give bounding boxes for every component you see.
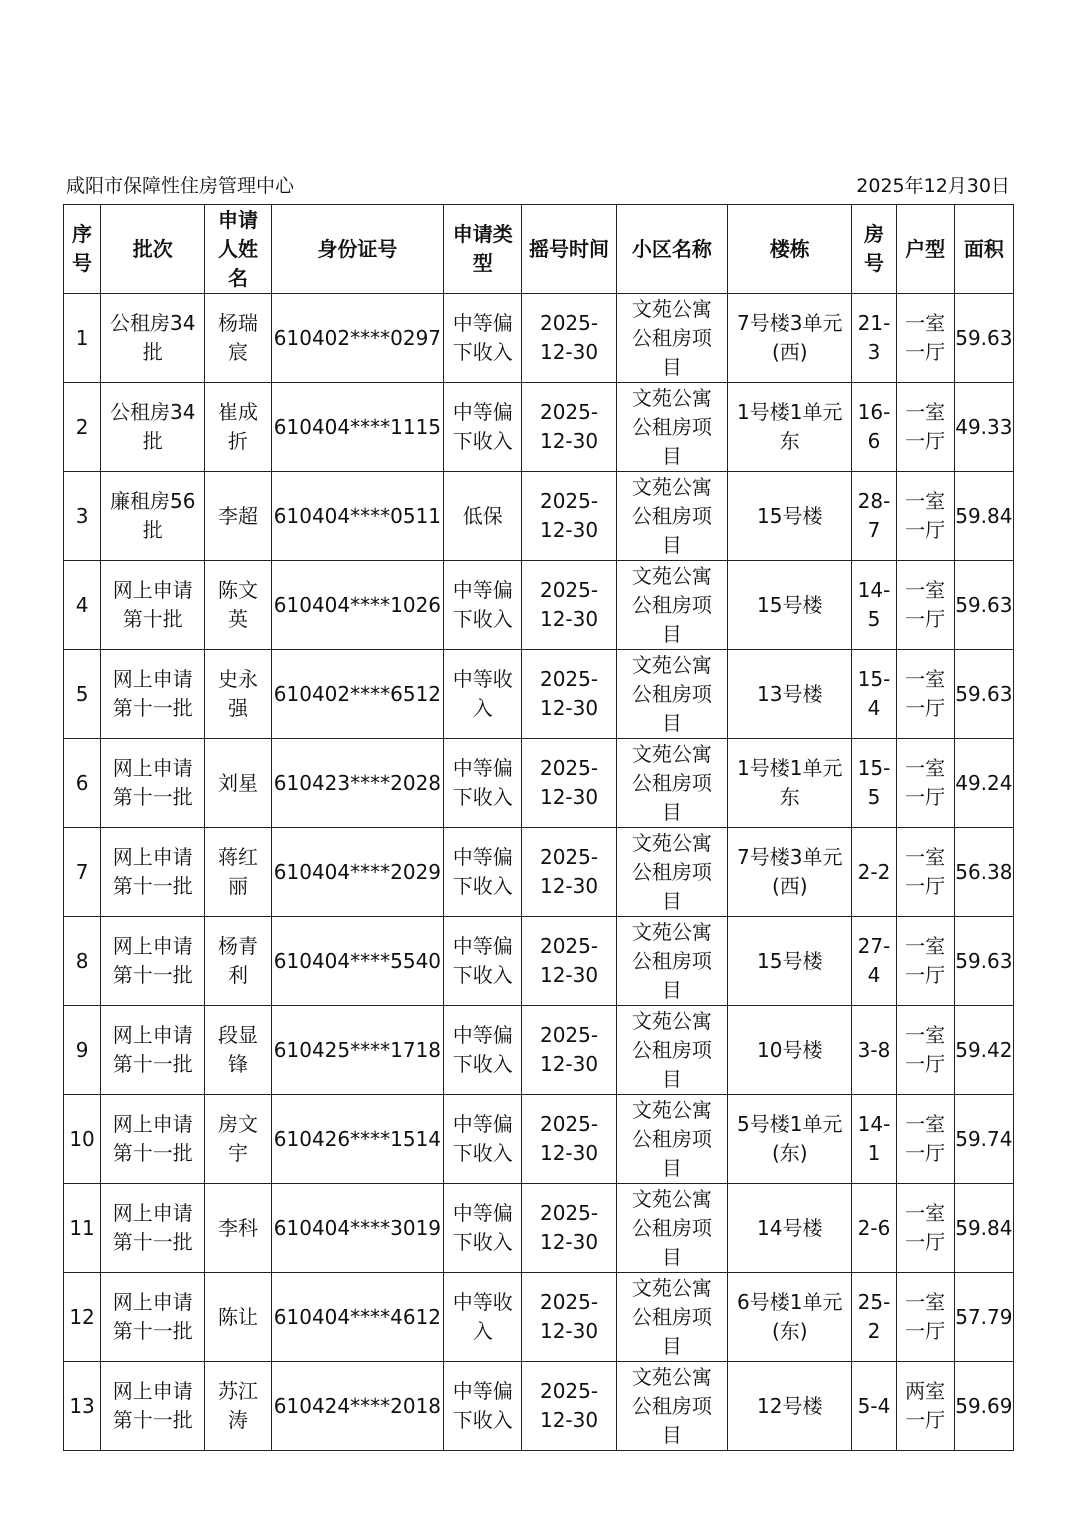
cell-index: 10 <box>64 1095 101 1184</box>
cell-id-number: 610404****3019 <box>271 1184 444 1273</box>
cell-community-name: 文苑公寓 公租房项 目 <box>616 561 727 650</box>
cell-area: 59.63 <box>954 917 1013 1006</box>
cell-application-type: 中等偏 下收入 <box>444 1362 522 1451</box>
cell-building: 13号楼 <box>728 650 852 739</box>
cell-building: 15号楼 <box>728 472 852 561</box>
cell-lottery-date: 2025- 12-30 <box>522 650 616 739</box>
cell-area: 59.84 <box>954 1184 1013 1273</box>
cell-applicant-name: 杨瑞 宸 <box>205 294 271 383</box>
cell-applicant-name: 房文 宇 <box>205 1095 271 1184</box>
cell-application-type: 中等偏 下收入 <box>444 1095 522 1184</box>
cell-room-number: 3-8 <box>852 1006 896 1095</box>
cell-batch: 廉租房56 批 <box>101 472 205 561</box>
cell-application-type: 中等偏 下收入 <box>444 739 522 828</box>
cell-community-name: 文苑公寓 公租房项 目 <box>616 1362 727 1451</box>
cell-applicant-name: 杨青 利 <box>205 917 271 1006</box>
cell-area: 59.63 <box>954 294 1013 383</box>
cell-batch: 网上申请 第十一批 <box>101 1184 205 1273</box>
col-header-room-number: 房 号 <box>852 205 896 294</box>
cell-building: 5号楼1单元 (东) <box>728 1095 852 1184</box>
cell-unit-type: 一室 一厅 <box>896 739 954 828</box>
cell-batch: 网上申请 第十一批 <box>101 739 205 828</box>
cell-building: 12号楼 <box>728 1362 852 1451</box>
cell-building: 14号楼 <box>728 1184 852 1273</box>
cell-application-type: 中等偏 下收入 <box>444 294 522 383</box>
cell-unit-type: 一室 一厅 <box>896 1095 954 1184</box>
cell-unit-type: 一室 一厅 <box>896 472 954 561</box>
cell-unit-type: 一室 一厅 <box>896 561 954 650</box>
cell-unit-type: 一室 一厅 <box>896 917 954 1006</box>
col-header-community-name: 小区名称 <box>616 205 727 294</box>
cell-community-name: 文苑公寓 公租房项 目 <box>616 383 727 472</box>
cell-application-type: 中等偏 下收入 <box>444 1184 522 1273</box>
cell-applicant-name: 李科 <box>205 1184 271 1273</box>
cell-community-name: 文苑公寓 公租房项 目 <box>616 650 727 739</box>
organization-name: 咸阳市保障性住房管理中心 <box>66 175 295 197</box>
cell-application-type: 中等收 入 <box>444 650 522 739</box>
cell-batch: 公租房34 批 <box>101 294 205 383</box>
table-row <box>64 1095 1014 1184</box>
cell-index: 11 <box>64 1184 101 1273</box>
cell-application-type: 中等偏 下收入 <box>444 917 522 1006</box>
cell-id-number: 610425****1718 <box>271 1006 444 1095</box>
cell-room-number: 2-2 <box>852 828 896 917</box>
table-row <box>64 383 1014 472</box>
cell-batch: 网上申请 第十一批 <box>101 1362 205 1451</box>
cell-application-type: 中等偏 下收入 <box>444 828 522 917</box>
cell-room-number: 16- 6 <box>852 383 896 472</box>
cell-room-number: 21- 3 <box>852 294 896 383</box>
cell-id-number: 610423****2028 <box>271 739 444 828</box>
cell-id-number: 610404****2029 <box>271 828 444 917</box>
table-row <box>64 561 1014 650</box>
cell-applicant-name: 刘星 <box>205 739 271 828</box>
cell-id-number: 610404****1026 <box>271 561 444 650</box>
table-row <box>64 739 1014 828</box>
cell-id-number: 610404****4612 <box>271 1273 444 1362</box>
cell-community-name: 文苑公寓 公租房项 目 <box>616 1006 727 1095</box>
document-header <box>64 172 1014 200</box>
cell-area: 49.33 <box>954 383 1013 472</box>
cell-unit-type: 一室 一厅 <box>896 1273 954 1362</box>
cell-community-name: 文苑公寓 公租房项 目 <box>616 1095 727 1184</box>
cell-index: 13 <box>64 1362 101 1451</box>
cell-applicant-name: 段显 锋 <box>205 1006 271 1095</box>
table-row <box>64 828 1014 917</box>
cell-lottery-date: 2025- 12-30 <box>522 294 616 383</box>
cell-batch: 网上申请 第十一批 <box>101 1006 205 1095</box>
cell-building: 1号楼1单元 东 <box>728 383 852 472</box>
col-header-area: 面积 <box>954 205 1013 294</box>
cell-applicant-name: 史永 强 <box>205 650 271 739</box>
table-row <box>64 1184 1014 1273</box>
cell-applicant-name: 蒋红 丽 <box>205 828 271 917</box>
table-row <box>64 650 1014 739</box>
cell-index: 2 <box>64 383 101 472</box>
cell-community-name: 文苑公寓 公租房项 目 <box>616 1273 727 1362</box>
cell-building: 7号楼3单元 (西) <box>728 828 852 917</box>
cell-community-name: 文苑公寓 公租房项 目 <box>616 828 727 917</box>
cell-applicant-name: 崔成 折 <box>205 383 271 472</box>
table-body <box>64 294 1014 1451</box>
cell-area: 59.63 <box>954 650 1013 739</box>
col-header-lottery-date: 摇号时间 <box>522 205 616 294</box>
cell-index: 8 <box>64 917 101 1006</box>
cell-batch: 网上申请 第十一批 <box>101 917 205 1006</box>
cell-area: 56.38 <box>954 828 1013 917</box>
cell-batch: 网上申请 第十一批 <box>101 650 205 739</box>
cell-unit-type: 一室 一厅 <box>896 1006 954 1095</box>
cell-building: 15号楼 <box>728 561 852 650</box>
cell-id-number: 610402****6512 <box>271 650 444 739</box>
cell-room-number: 5-4 <box>852 1362 896 1451</box>
cell-lottery-date: 2025- 12-30 <box>522 917 616 1006</box>
col-header-batch: 批次 <box>101 205 205 294</box>
cell-area: 49.24 <box>954 739 1013 828</box>
cell-area: 59.42 <box>954 1006 1013 1095</box>
cell-building: 6号楼1单元 (东) <box>728 1273 852 1362</box>
cell-lottery-date: 2025- 12-30 <box>522 1362 616 1451</box>
cell-application-type: 中等收 入 <box>444 1273 522 1362</box>
col-header-id-number: 身份证号 <box>271 205 444 294</box>
cell-room-number: 15- 4 <box>852 650 896 739</box>
cell-id-number: 610424****2018 <box>271 1362 444 1451</box>
cell-index: 12 <box>64 1273 101 1362</box>
cell-applicant-name: 陈让 <box>205 1273 271 1362</box>
document-date: 2025年12月30日 <box>856 175 1010 197</box>
cell-id-number: 610404****1115 <box>271 383 444 472</box>
cell-lottery-date: 2025- 12-30 <box>522 1273 616 1362</box>
cell-area: 59.74 <box>954 1095 1013 1184</box>
col-header-application-type: 申请类 型 <box>444 205 522 294</box>
table-row <box>64 917 1014 1006</box>
cell-batch: 网上申请 第十一批 <box>101 1095 205 1184</box>
cell-community-name: 文苑公寓 公租房项 目 <box>616 739 727 828</box>
cell-index: 6 <box>64 739 101 828</box>
cell-room-number: 28- 7 <box>852 472 896 561</box>
cell-id-number: 610404****5540 <box>271 917 444 1006</box>
cell-community-name: 文苑公寓 公租房项 目 <box>616 472 727 561</box>
cell-index: 1 <box>64 294 101 383</box>
cell-batch: 公租房34 批 <box>101 383 205 472</box>
col-header-applicant-name: 申请 人姓 名 <box>205 205 271 294</box>
cell-unit-type: 一室 一厅 <box>896 650 954 739</box>
table-row <box>64 1006 1014 1095</box>
cell-lottery-date: 2025- 12-30 <box>522 1006 616 1095</box>
table-row <box>64 294 1014 383</box>
cell-lottery-date: 2025- 12-30 <box>522 1184 616 1273</box>
cell-room-number: 27- 4 <box>852 917 896 1006</box>
cell-building: 10号楼 <box>728 1006 852 1095</box>
cell-unit-type: 两室 一厅 <box>896 1362 954 1451</box>
cell-applicant-name: 陈文 英 <box>205 561 271 650</box>
cell-application-type: 中等偏 下收入 <box>444 383 522 472</box>
table-row <box>64 472 1014 561</box>
col-header-unit-type: 户型 <box>896 205 954 294</box>
cell-unit-type: 一室 一厅 <box>896 383 954 472</box>
cell-room-number: 25- 2 <box>852 1273 896 1362</box>
cell-index: 9 <box>64 1006 101 1095</box>
cell-building: 7号楼3单元 (西) <box>728 294 852 383</box>
cell-applicant-name: 李超 <box>205 472 271 561</box>
allocation-table <box>63 204 1014 1451</box>
cell-lottery-date: 2025- 12-30 <box>522 739 616 828</box>
cell-unit-type: 一室 一厅 <box>896 294 954 383</box>
cell-room-number: 2-6 <box>852 1184 896 1273</box>
cell-id-number: 610402****0297 <box>271 294 444 383</box>
cell-batch: 网上申请 第十批 <box>101 561 205 650</box>
cell-lottery-date: 2025- 12-30 <box>522 1095 616 1184</box>
cell-application-type: 中等偏 下收入 <box>444 561 522 650</box>
cell-lottery-date: 2025- 12-30 <box>522 472 616 561</box>
cell-application-type: 中等偏 下收入 <box>444 1006 522 1095</box>
table-row <box>64 1362 1014 1451</box>
cell-community-name: 文苑公寓 公租房项 目 <box>616 1184 727 1273</box>
cell-batch: 网上申请 第十一批 <box>101 828 205 917</box>
cell-lottery-date: 2025- 12-30 <box>522 561 616 650</box>
cell-index: 4 <box>64 561 101 650</box>
cell-applicant-name: 苏江 涛 <box>205 1362 271 1451</box>
cell-application-type: 低保 <box>444 472 522 561</box>
cell-unit-type: 一室 一厅 <box>896 1184 954 1273</box>
cell-id-number: 610426****1514 <box>271 1095 444 1184</box>
cell-community-name: 文苑公寓 公租房项 目 <box>616 294 727 383</box>
cell-room-number: 15- 5 <box>852 739 896 828</box>
cell-area: 59.84 <box>954 472 1013 561</box>
cell-area: 59.69 <box>954 1362 1013 1451</box>
cell-index: 3 <box>64 472 101 561</box>
cell-index: 5 <box>64 650 101 739</box>
cell-building: 15号楼 <box>728 917 852 1006</box>
cell-lottery-date: 2025- 12-30 <box>522 383 616 472</box>
cell-area: 59.63 <box>954 561 1013 650</box>
cell-unit-type: 一室 一厅 <box>896 828 954 917</box>
cell-building: 1号楼1单元 东 <box>728 739 852 828</box>
cell-index: 7 <box>64 828 101 917</box>
cell-room-number: 14- 1 <box>852 1095 896 1184</box>
cell-room-number: 14- 5 <box>852 561 896 650</box>
cell-id-number: 610404****0511 <box>271 472 444 561</box>
table-row <box>64 1273 1014 1362</box>
col-header-index: 序 号 <box>64 205 101 294</box>
cell-lottery-date: 2025- 12-30 <box>522 828 616 917</box>
table-header-row <box>64 205 1014 294</box>
cell-area: 57.79 <box>954 1273 1013 1362</box>
cell-batch: 网上申请 第十一批 <box>101 1273 205 1362</box>
cell-community-name: 文苑公寓 公租房项 目 <box>616 917 727 1006</box>
col-header-building: 楼栋 <box>728 205 852 294</box>
